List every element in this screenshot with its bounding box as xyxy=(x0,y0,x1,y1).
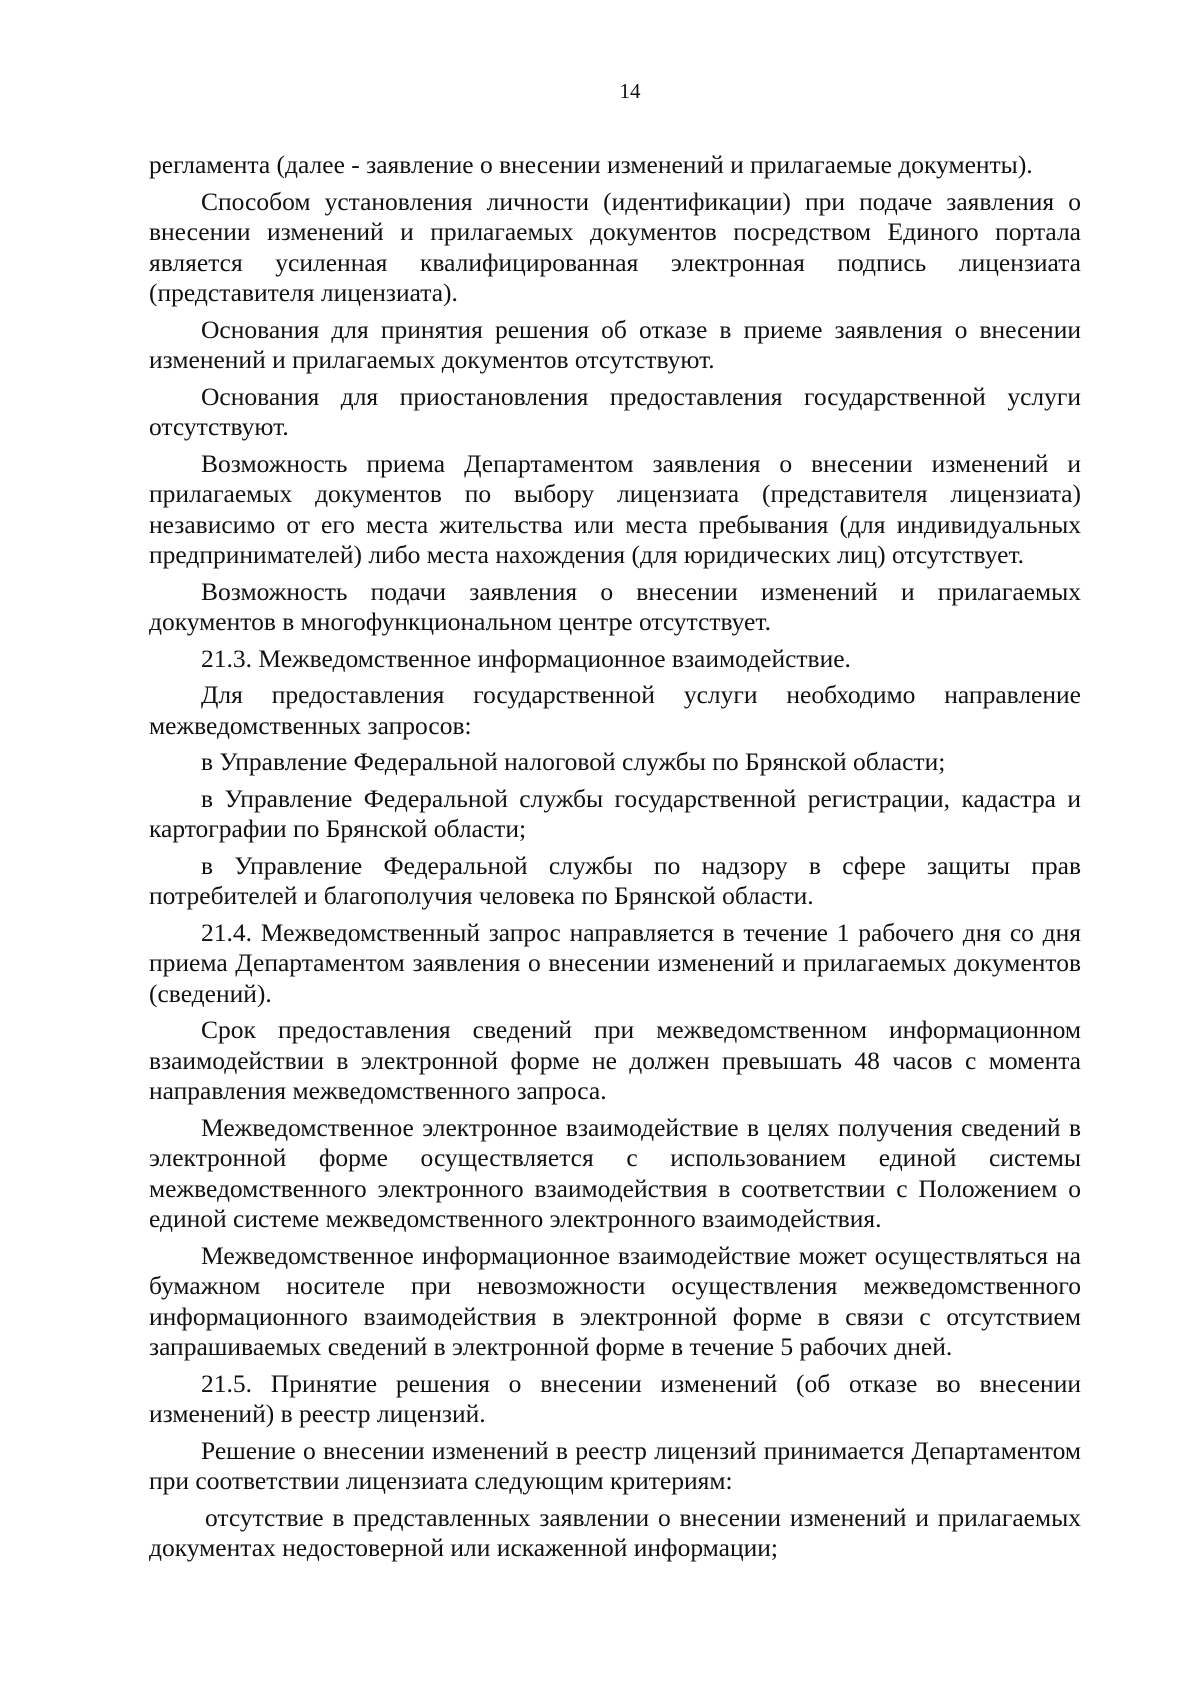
paragraph: Межведомственное информационное взаимодействие может осуществляться на бумажном носителе при невозможности осуществления межведомственного информационного взаимодействия в электронной форме в связи с отсутствием запрашиваемых сведений в электронной форме в течение 5 рабочих дней. xyxy=(149,1240,1081,1361)
paragraph: отсутствие в представленных заявлении о внесении изменений и прилагаемых документах недостоверной или искаженной информации; xyxy=(149,1502,1081,1562)
paragraph: Срок предоставления сведений при межведомственном информационном взаимодействии в электронной форме не должен превышать 48 часов с момента направления межведомственного запроса. xyxy=(149,1015,1081,1105)
document-body xyxy=(149,150,1081,1570)
paragraph: Способом установления личности (идентификации) при подаче заявления о внесении изменений и прилагаемых документов посредством Единого портала является усиленная квалифицированная электронная подпись лицензиата (представителя лицензиата). xyxy=(149,186,1081,307)
paragraph: Решение о внесении изменений в реестр лицензий принимается Департаментом при соответствии лицензиата следующим критериям: xyxy=(149,1435,1081,1495)
list-item: в Управление Федеральной налоговой службы по Брянской области; xyxy=(201,747,946,776)
paragraph: Основания для принятия решения об отказе в приеме заявления о внесении изменений и прилагаемых документов отсутствуют. xyxy=(149,314,1081,374)
page-number: 14 xyxy=(619,79,641,103)
paragraph: Возможность приема Департаментом заявления о внесении изменений и прилагаемых документов по выбору лицензиата (представителя лицензиата) независимо от его места жительства или места пребывания (для индивидуальных предпринимателей) либо места нахождения (для юридических лиц) отсутствует. xyxy=(149,448,1081,569)
section-heading: 21.3. Межведомственное информационное взаимодействие. xyxy=(201,643,851,673)
paragraph: Основания для приостановления предоставления государственной услуги отсутствуют. xyxy=(149,381,1081,441)
paragraph: Возможность подачи заявления о внесении изменений и прилагаемых документов в многофункциональном центре отсутствует. xyxy=(149,576,1081,636)
list-item: в Управление Федеральной службы государственной регистрации, кадастра и картографии по Брянской области; xyxy=(149,783,1081,843)
paragraph: Межведомственное электронное взаимодействие в целях получения сведений в электронной форме осуществляется с использованием единой системы межведомственного электронного взаимодействия в соответствии с Положением о единой системе межведомственного электронного взаимодействия. xyxy=(149,1112,1081,1233)
paragraph: 21.4. Межведомственный запрос направляется в течение 1 рабочего дня со дня приема Департаментом заявления о внесении изменений и прилагаемых документов (сведений). xyxy=(149,917,1081,1008)
section-heading: 21.5. Принятие решения о внесении изменений (об отказе во внесении изменений) в реестр лицензий. xyxy=(149,1368,1081,1428)
list-item: в Управление Федеральной службы по надзору в сфере защиты прав потребителей и благополучия человека по Брянской области. xyxy=(149,850,1081,910)
paragraph: регламента (далее - заявление о внесении изменений и прилагаемые документы). xyxy=(149,150,1033,179)
paragraph: Для предоставления государственной услуги необходимо направление межведомственных запросов: xyxy=(149,680,1081,740)
